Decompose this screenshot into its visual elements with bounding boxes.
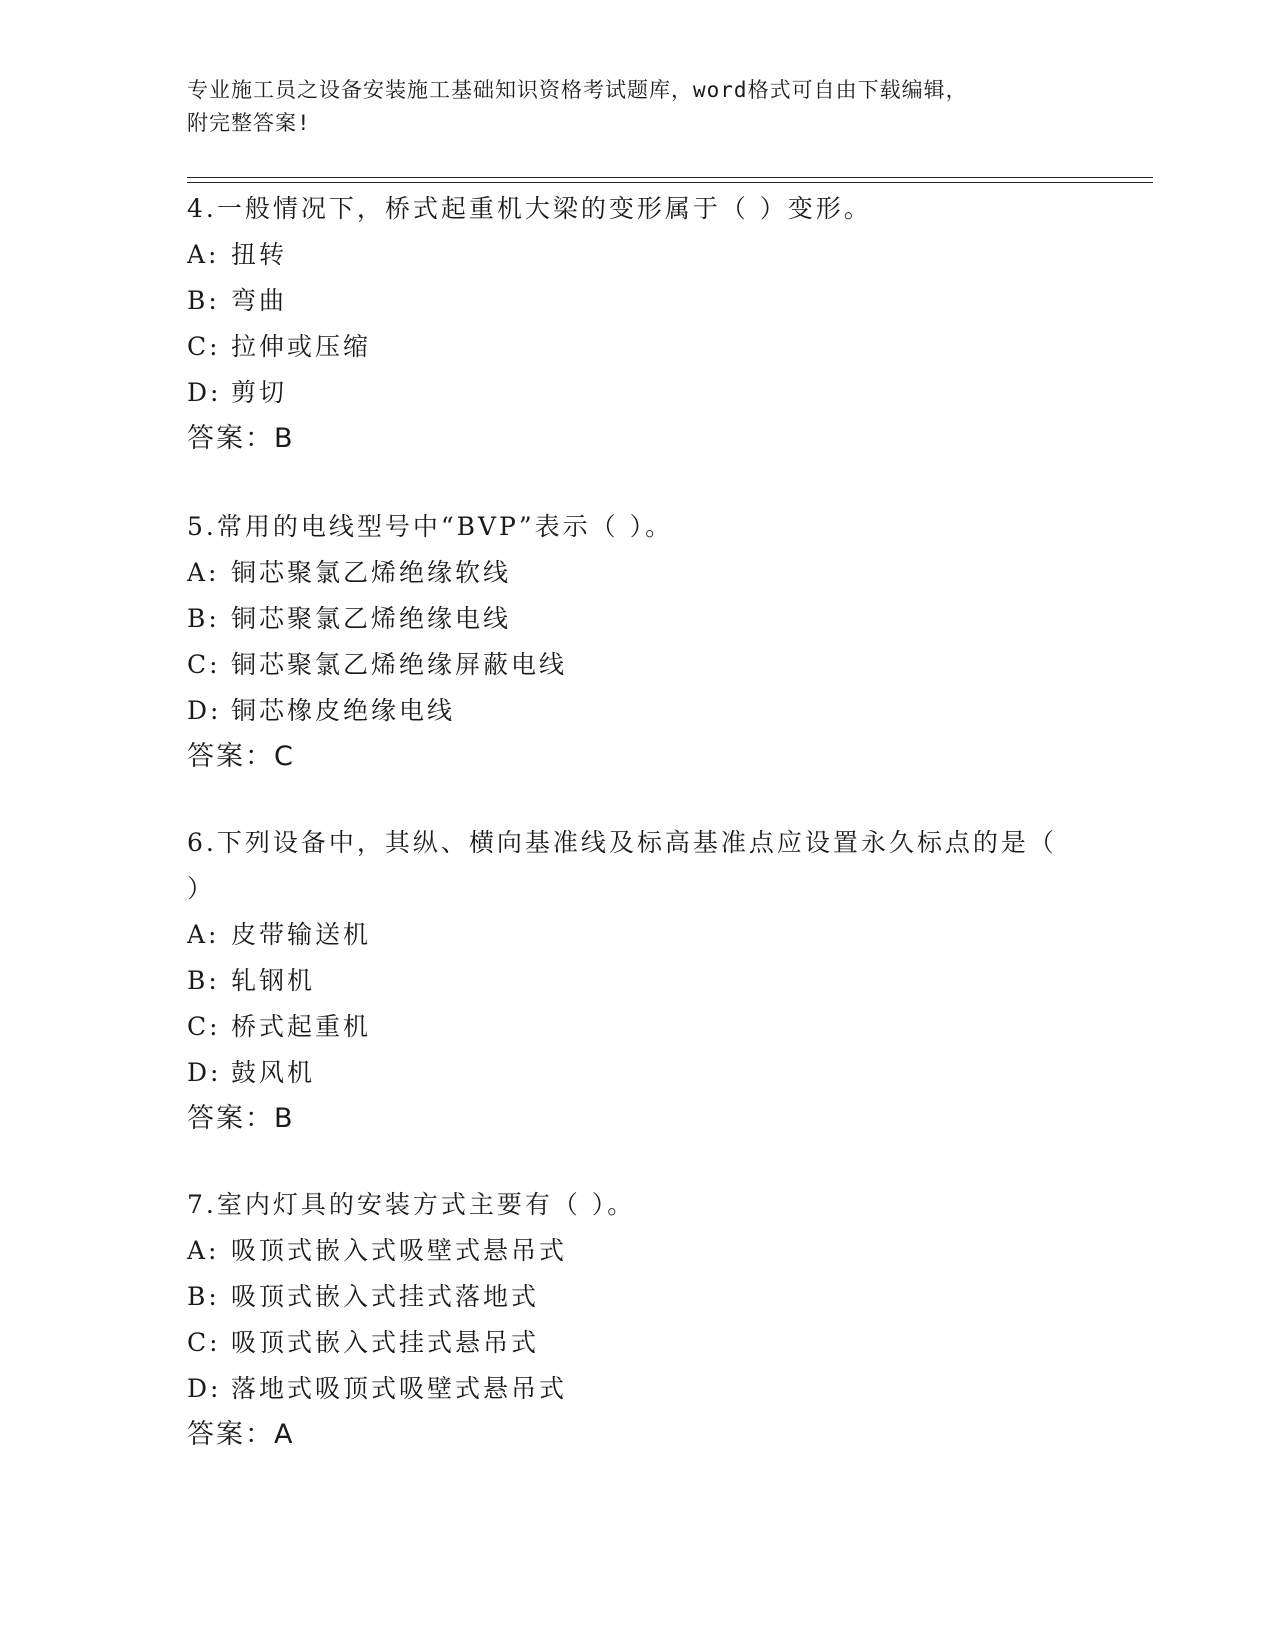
- option-text: 皮带输送机: [231, 920, 372, 949]
- document-header: [187, 74, 1067, 140]
- option-letter: D:: [187, 696, 222, 725]
- option-letter: A:: [187, 240, 220, 269]
- option-letter: B:: [187, 1282, 220, 1311]
- answer-line: 答案：C: [187, 741, 295, 772]
- option-b: [187, 278, 1087, 324]
- option-text: 拉伸或压缩: [231, 332, 372, 361]
- option-letter: C:: [187, 332, 221, 361]
- option-c: [187, 324, 1087, 370]
- option-text: 落地式吸顶式吸壁式悬吊式: [231, 1374, 568, 1403]
- header-divider-bottom: [187, 182, 1153, 183]
- question-title: 5.常用的电线型号中“BVP”表示（ ）。: [187, 512, 674, 541]
- question-block: [187, 820, 1087, 1142]
- option-c: [187, 1320, 1087, 1366]
- option-b: [187, 958, 1087, 1004]
- option-text: 扭转: [231, 240, 288, 269]
- option-c: [187, 642, 1087, 688]
- option-text: 吸顶式嵌入式吸壁式悬吊式: [231, 1236, 568, 1265]
- option-text: 鼓风机: [231, 1058, 316, 1087]
- option-b: [187, 596, 1087, 642]
- option-d: [187, 688, 1087, 734]
- option-text: 弯曲: [231, 286, 288, 315]
- option-letter: C:: [187, 650, 221, 679]
- option-text: 剪切: [231, 378, 288, 407]
- option-text: 铜芯聚氯乙烯绝缘屏蔽电线: [231, 650, 568, 679]
- option-letter: D:: [187, 378, 222, 407]
- option-letter: C:: [187, 1328, 221, 1357]
- option-b: [187, 1274, 1087, 1320]
- option-d: [187, 1366, 1087, 1412]
- option-letter: D:: [187, 1374, 222, 1403]
- option-text: 吸顶式嵌入式挂式悬吊式: [231, 1328, 540, 1357]
- option-letter: C:: [187, 1012, 221, 1041]
- answer-line: 答案：B: [187, 423, 295, 454]
- header-line-1: 专业施工员之设备安装施工基础知识资格考试题库，word格式可自由下载编辑，: [187, 78, 968, 102]
- option-letter: D:: [187, 1058, 222, 1087]
- question-title: 6.下列设备中，其纵、横向基准线及标高基准点应设置永久标点的是（ ）: [187, 828, 1057, 903]
- option-d: [187, 1050, 1087, 1096]
- question-title: 7.室内灯具的安装方式主要有（ ）。: [187, 1190, 636, 1219]
- header-line-2: 附完整答案!: [187, 111, 311, 135]
- option-d: [187, 370, 1087, 416]
- option-text: 铜芯橡皮绝缘电线: [231, 696, 456, 725]
- option-letter: A:: [187, 1236, 220, 1265]
- option-text: 吸顶式嵌入式挂式落地式: [231, 1282, 540, 1311]
- option-letter: B:: [187, 286, 220, 315]
- option-a: [187, 232, 1087, 278]
- option-letter: A:: [187, 920, 220, 949]
- option-letter: A:: [187, 558, 220, 587]
- option-text: 铜芯聚氯乙烯绝缘电线: [231, 604, 512, 633]
- answer-line: 答案：B: [187, 1103, 295, 1134]
- option-letter: B:: [187, 604, 220, 633]
- option-a: [187, 550, 1087, 596]
- question-title: 4.一般情况下，桥式起重机大梁的变形属于（ ）变形。: [187, 194, 872, 223]
- option-c: [187, 1004, 1087, 1050]
- option-text: 铜芯聚氯乙烯绝缘软线: [231, 558, 512, 587]
- option-text: 轧钢机: [231, 966, 316, 995]
- option-a: [187, 1228, 1087, 1274]
- answer-line: 答案：A: [187, 1419, 295, 1450]
- option-letter: B:: [187, 966, 220, 995]
- option-text: 桥式起重机: [231, 1012, 372, 1041]
- question-block: [187, 1182, 1087, 1458]
- header-divider-top: [187, 177, 1153, 178]
- question-block: [187, 186, 1087, 462]
- option-a: [187, 912, 1087, 958]
- question-block: [187, 504, 1087, 780]
